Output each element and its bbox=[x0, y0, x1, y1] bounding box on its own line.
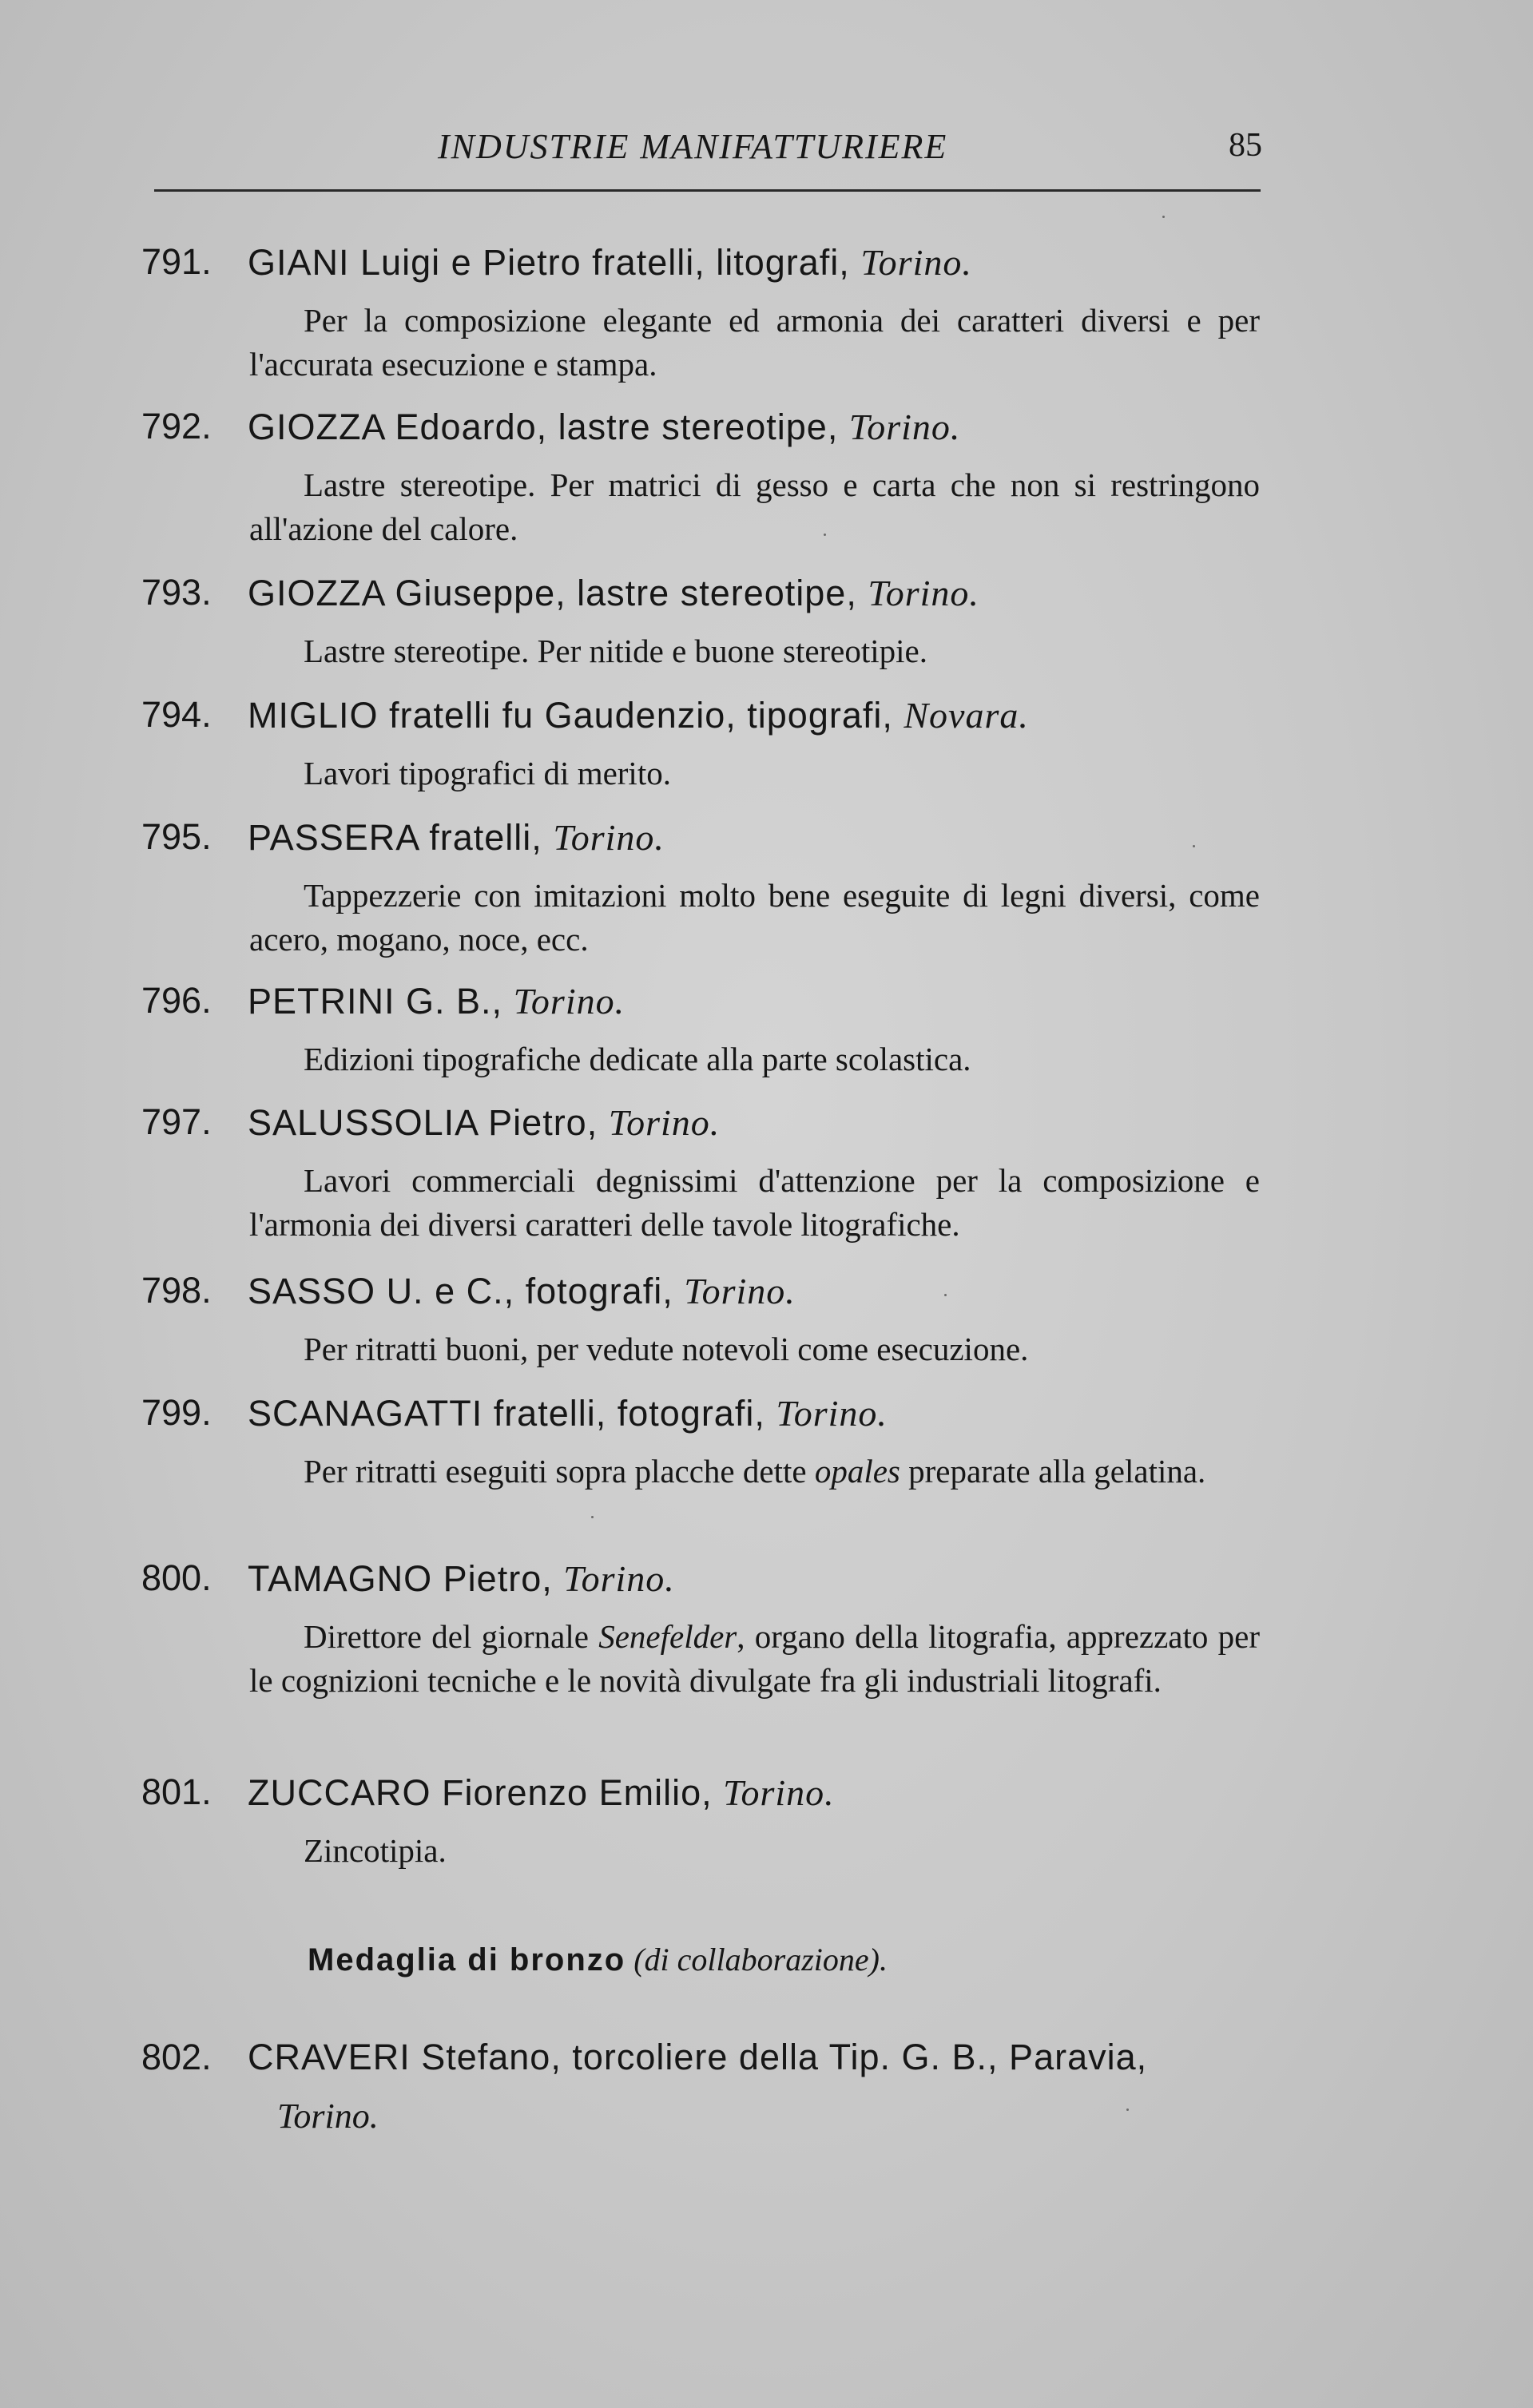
entry-place: Torino. bbox=[860, 242, 972, 283]
entry-name bbox=[248, 694, 1029, 736]
entry-name bbox=[248, 1101, 720, 1144]
entry-place: Torino. bbox=[776, 1393, 888, 1434]
entry-name bbox=[248, 1392, 888, 1434]
entry-795 bbox=[0, 816, 1533, 962]
entry-797 bbox=[0, 1101, 1533, 1247]
entry-801 bbox=[0, 1771, 1533, 1873]
entry-name bbox=[248, 572, 979, 614]
entry-name bbox=[248, 241, 972, 284]
entry-799 bbox=[0, 1392, 1533, 1494]
entry-number: 797. bbox=[141, 1101, 212, 1142]
entry-number: 793. bbox=[141, 572, 212, 613]
entry-number: 798. bbox=[141, 1270, 212, 1311]
entry-number: 800. bbox=[141, 1557, 212, 1598]
exhibitor-name: PETRINI G. B., bbox=[248, 981, 503, 1022]
entry-number: 792. bbox=[141, 406, 212, 446]
entry-794 bbox=[0, 694, 1533, 795]
entry-793 bbox=[0, 572, 1533, 673]
entry-description: Edizioni tipografiche dedicate alla parte scolastica. bbox=[304, 1041, 971, 1077]
section-label: Medaglia di bronzo bbox=[308, 1942, 626, 1978]
scan-speck bbox=[1162, 216, 1165, 218]
entry-number: 791. bbox=[141, 241, 212, 282]
entry-place: Torino. bbox=[608, 1102, 721, 1143]
exhibitor-name: ZUCCARO Fiorenzo Emilio, bbox=[248, 1772, 713, 1813]
entry-number: 796. bbox=[141, 980, 212, 1021]
description-emphasis: opales bbox=[814, 1453, 900, 1490]
entry-796 bbox=[0, 980, 1533, 1081]
section-heading bbox=[308, 1941, 888, 1978]
entry-name bbox=[248, 816, 665, 859]
entry-798 bbox=[0, 1270, 1533, 1371]
page-number: 85 bbox=[1229, 127, 1262, 164]
entry-place: Torino. bbox=[277, 2097, 379, 2136]
scan-speck bbox=[591, 1516, 594, 1518]
entry-name bbox=[248, 1771, 835, 1814]
entry-place: Torino. bbox=[563, 1558, 675, 1599]
entry-description: Per la composizione elegante ed armonia dei caratteri diversi e per l'accurata esecuzione e stampa. bbox=[249, 302, 1260, 383]
entry-name bbox=[248, 1270, 796, 1312]
entry-place: Torino. bbox=[868, 573, 979, 613]
description-text: , organo della litografia, apprezzato per le cognizioni tecniche e le novità divulgate fra gli industriali litografi. bbox=[249, 1618, 1260, 1699]
entry-number: 795. bbox=[141, 816, 212, 857]
entry-number: 801. bbox=[141, 1771, 212, 1812]
entry-802 bbox=[0, 2037, 1533, 2138]
entry-description: Lastre stereotipe. Per nitide e buone stereotipie. bbox=[304, 633, 928, 669]
exhibitor-name: GIANI Luigi e Pietro fratelli, litografi, bbox=[248, 242, 850, 283]
running-title: INDUSTRIE MANIFATTURIERE bbox=[438, 127, 948, 166]
exhibitor-name: SCANAGATTI fratelli, fotografi, bbox=[248, 1393, 765, 1434]
entry-name bbox=[248, 1557, 675, 1600]
entry-place: Novara. bbox=[904, 695, 1029, 736]
scan-speck bbox=[824, 534, 826, 536]
scan-speck bbox=[1193, 845, 1195, 847]
entry-800 bbox=[0, 1557, 1533, 1703]
entry-description: Per ritratti buoni, per vedute notevoli come esecuzione. bbox=[304, 1331, 1029, 1367]
entry-description: Lastre stereotipe. Per matrici di gesso e carta che non si restringono all'azione del calore. bbox=[249, 466, 1260, 547]
entry-792 bbox=[0, 406, 1533, 551]
description-text: preparate alla gelatina. bbox=[900, 1453, 1206, 1490]
exhibitor-name: GIOZZA Giuseppe, lastre stereotipe, bbox=[248, 573, 857, 613]
exhibitor-name: MIGLIO fratelli fu Gaudenzio, tipografi, bbox=[248, 695, 893, 736]
description-emphasis: Senefelder bbox=[598, 1618, 737, 1655]
entry-name bbox=[248, 980, 625, 1022]
entry-place: Torino. bbox=[684, 1271, 796, 1311]
entry-place: Torino. bbox=[553, 817, 665, 858]
entry-number: 799. bbox=[141, 1392, 212, 1433]
exhibitor-name: GIOZZA Edoardo, lastre stereotipe, bbox=[248, 407, 839, 447]
entry-place: Torino. bbox=[513, 981, 626, 1022]
entry-name: CRAVERI Stefano, torcoliere della Tip. G. B., Paravia, bbox=[248, 2037, 1148, 2077]
description-text: Direttore del giornale bbox=[304, 1618, 599, 1655]
entry-place: Torino. bbox=[848, 407, 961, 447]
scan-speck bbox=[1126, 2108, 1129, 2111]
description-text: Per ritratti eseguiti sopra placche dette bbox=[304, 1453, 815, 1490]
exhibitor-name: SASSO U. e C., fotografi, bbox=[248, 1271, 673, 1311]
section-note: (di collaborazione). bbox=[633, 1942, 888, 1978]
entry-description: Lavori tipografici di merito. bbox=[304, 755, 671, 791]
scan-speck bbox=[944, 1294, 947, 1296]
entry-name bbox=[248, 406, 960, 448]
entry-number: 794. bbox=[141, 694, 212, 735]
exhibitor-name: PASSERA fratelli, bbox=[248, 817, 542, 858]
exhibitor-name: SALUSSOLIA Pietro, bbox=[248, 1102, 598, 1143]
entry-description: Lavori commerciali degnissimi d'attenzione per la composizione e l'armonia dei diversi caratteri delle tavole litografiche. bbox=[249, 1162, 1260, 1243]
entry-description: Zincotipia. bbox=[304, 1832, 447, 1869]
entry-number: 802. bbox=[141, 2037, 212, 2077]
entry-description bbox=[249, 1615, 1260, 1703]
exhibitor-name: TAMAGNO Pietro, bbox=[248, 1558, 553, 1599]
entry-description bbox=[249, 1450, 1260, 1494]
entry-place: Torino. bbox=[723, 1772, 835, 1813]
entry-description: Tappezzerie con imitazioni molto bene eseguite di legni diversi, come acero, mogano, noce, ecc. bbox=[249, 877, 1260, 958]
entry-791 bbox=[0, 241, 1533, 387]
